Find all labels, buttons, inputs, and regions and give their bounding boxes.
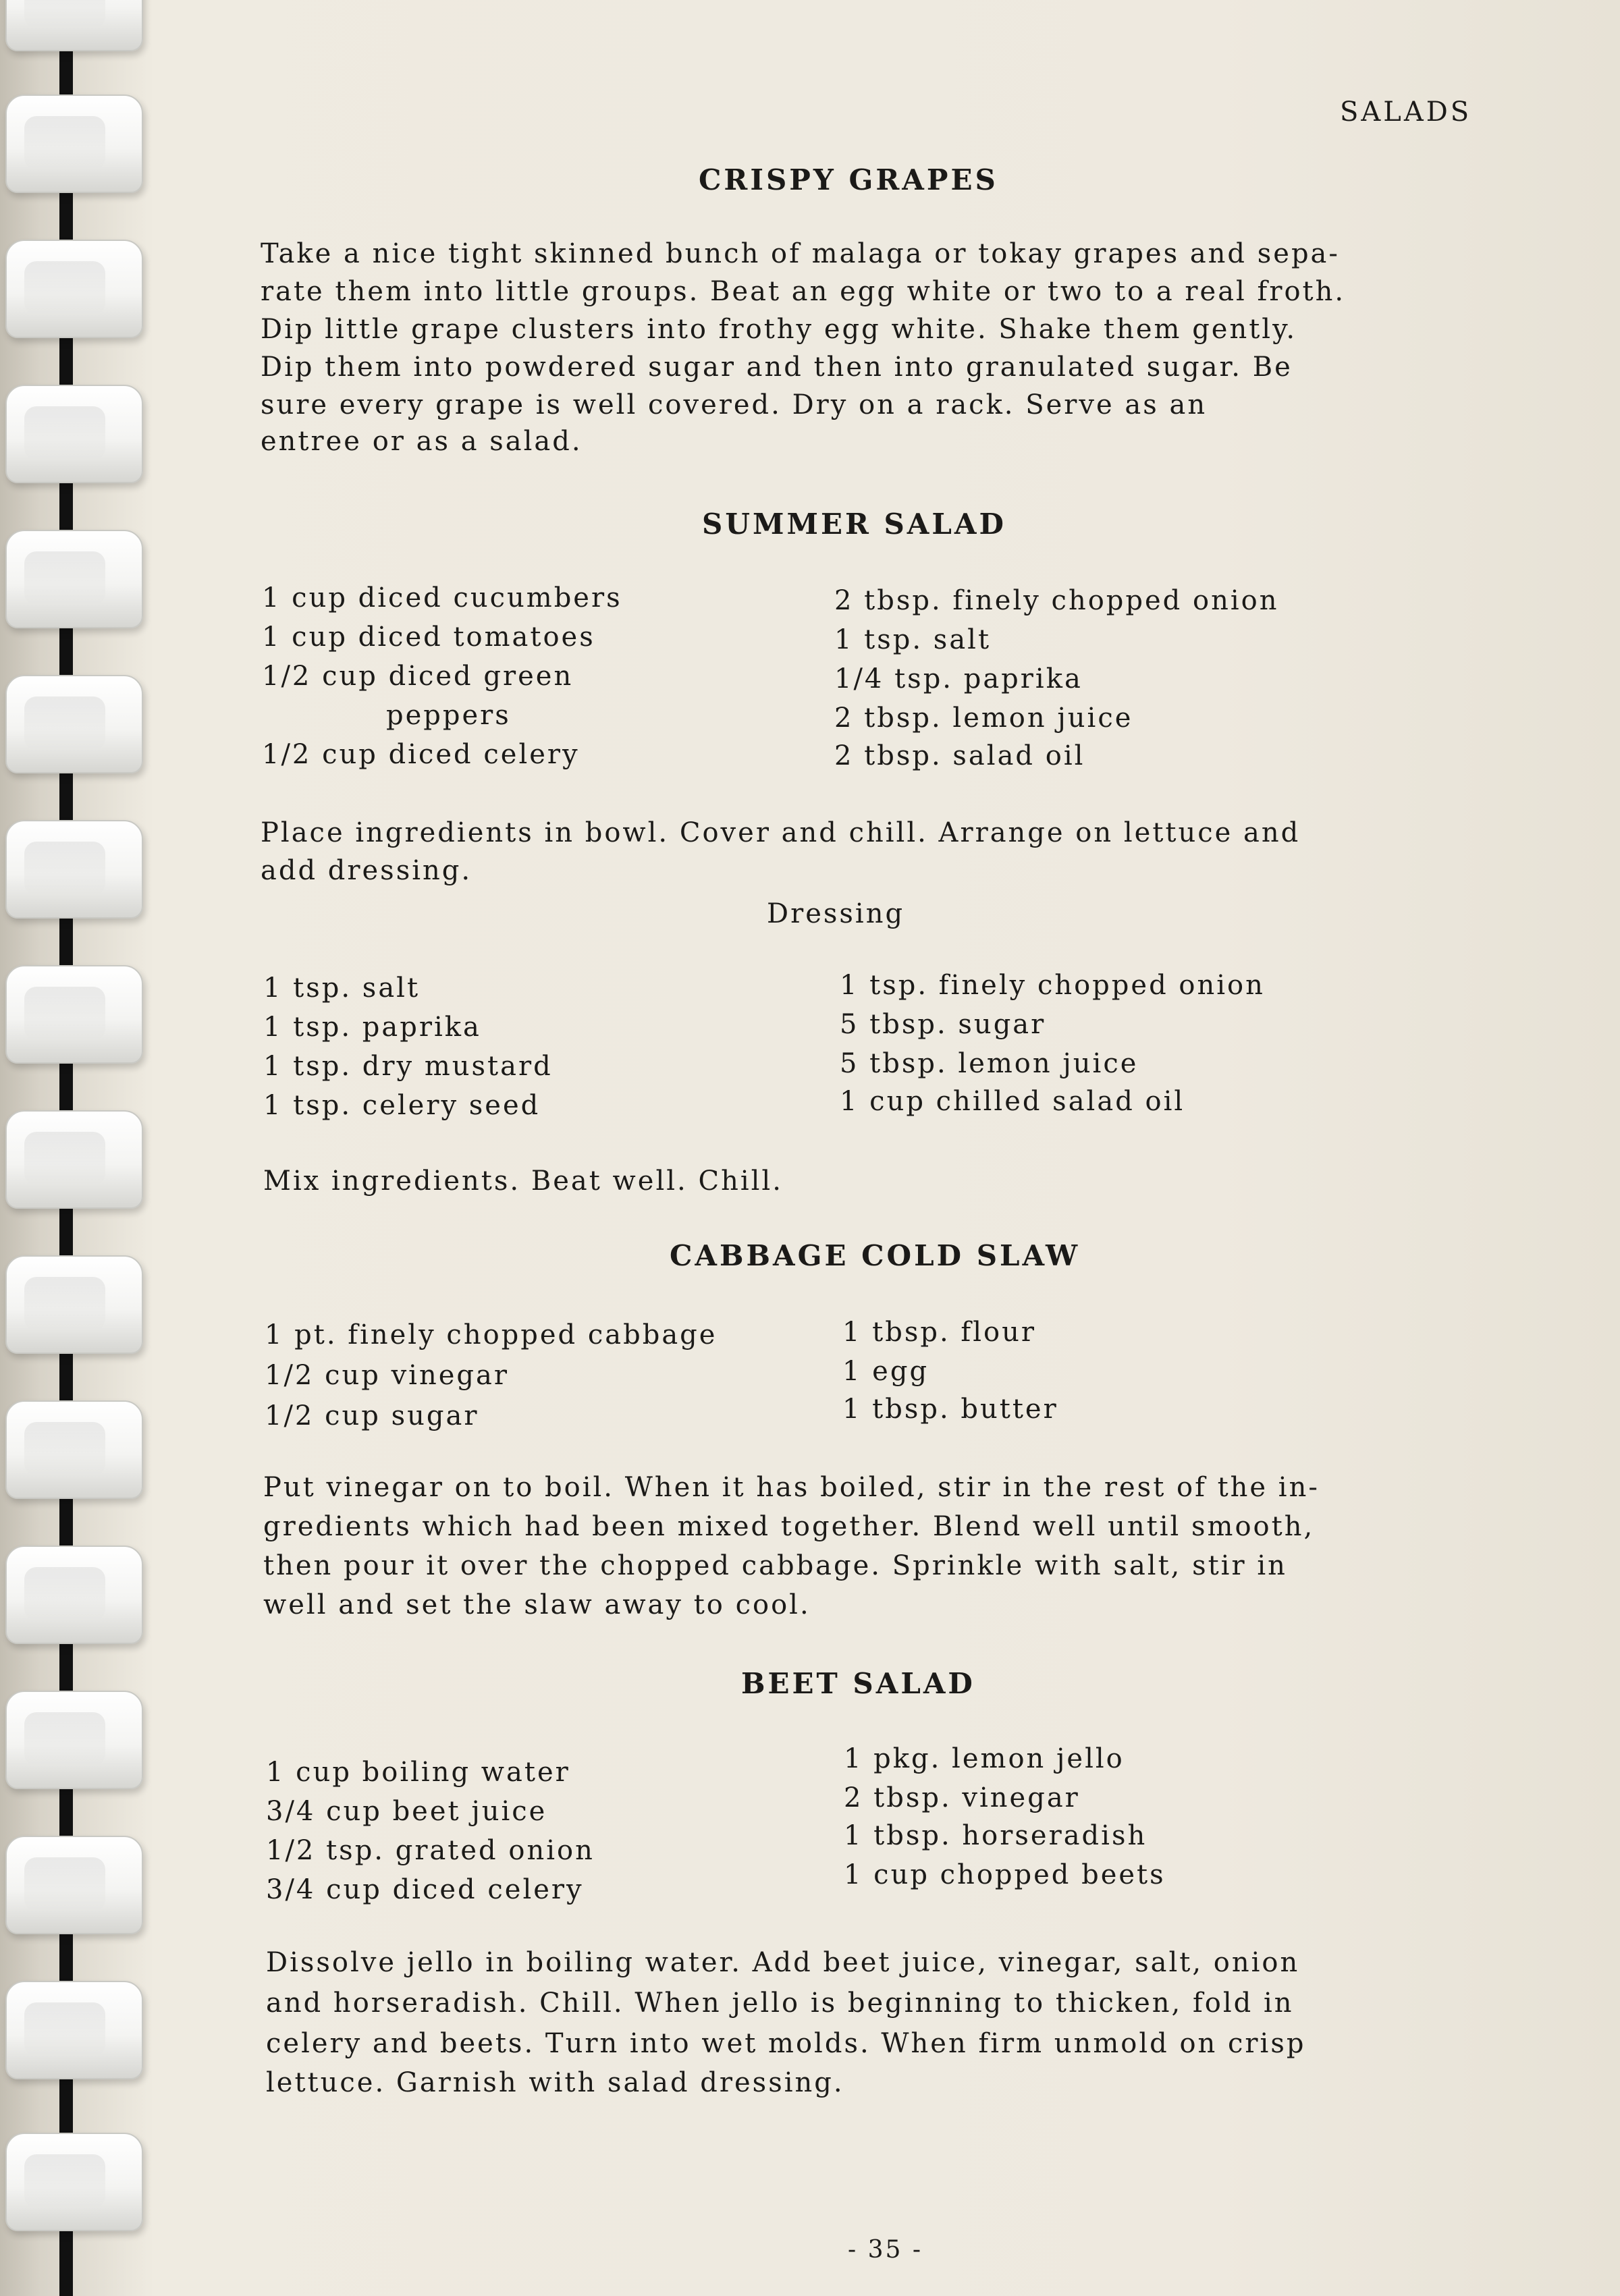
ingredient-right: 2 tbsp. salad oil	[834, 740, 1085, 771]
ingredient-left: 3/4 cup diced celery	[266, 1874, 584, 1905]
cabbage-instructions: gredients which had been mixed together. Blend well until smooth,	[263, 1511, 1315, 1542]
ingredient-right: 1 tbsp. horseradish	[844, 1820, 1148, 1851]
ingredient-left: 3/4 cup beet juice	[266, 1796, 547, 1827]
spiral-coil	[5, 1110, 143, 1209]
ingredient-right: 1/4 tsp. paprika	[834, 663, 1083, 694]
dressing-ingredient-right: 5 tbsp. lemon juice	[840, 1048, 1139, 1079]
ingredient-right: 1 egg	[842, 1356, 929, 1387]
ingredient-right: 2 tbsp. finely chopped onion	[834, 585, 1279, 616]
crispy-grapes-line: rate them into little groups. Beat an egg white or two to a real froth.	[261, 276, 1346, 307]
beet-instructions: Dissolve jello in boiling water. Add beet juice, vinegar, salt, onion	[266, 1947, 1300, 1978]
summer-salad-instructions: Place ingredients in bowl. Cover and chill. Arrange on lettuce and	[261, 817, 1301, 848]
recipe-title-beet-salad: BEET SALAD	[741, 1667, 975, 1700]
spiral-coil	[5, 385, 143, 483]
spiral-coil	[5, 94, 143, 193]
recipe-title-crispy-grapes: CRISPY GRAPES	[699, 163, 998, 196]
spiral-coil	[5, 1836, 143, 1934]
spiral-coil	[5, 1546, 143, 1644]
recipe-title-summer-salad: SUMMER SALAD	[702, 508, 1006, 541]
spiral-coil	[5, 820, 143, 919]
spiral-coil	[5, 1400, 143, 1499]
dressing-ingredient-right: 1 cup chilled salad oil	[840, 1086, 1185, 1117]
ingredient-right: 2 tbsp. lemon juice	[834, 703, 1133, 734]
ingredient-right: 1 tbsp. flour	[842, 1317, 1036, 1348]
crispy-grapes-line: Dip them into powdered sugar and then into granulated sugar. Be	[261, 352, 1293, 383]
cabbage-instructions: well and set the slaw away to cool.	[263, 1589, 811, 1620]
ingredient-left: 1 cup boiling water	[266, 1757, 570, 1788]
ingredient-right: 1 tbsp. butter	[842, 1394, 1058, 1425]
dressing-ingredient-left: 1 tsp. celery seed	[263, 1090, 541, 1121]
ingredient-left: 1 cup diced cucumbers	[262, 582, 622, 613]
ingredient-right: 2 tbsp. vinegar	[844, 1782, 1080, 1813]
recipe-title-cabbage-cold-slaw: CABBAGE COLD SLAW	[670, 1239, 1081, 1272]
crispy-grapes-line: sure every grape is well covered. Dry on a rack. Serve as an	[261, 389, 1208, 420]
ingredient-left: 1 pt. finely chopped cabbage	[265, 1319, 718, 1350]
section-header: SALADS	[1340, 97, 1472, 128]
ingredient-left: 1/2 cup vinegar	[265, 1360, 509, 1391]
dressing-ingredient-right: 5 tbsp. sugar	[840, 1009, 1046, 1040]
beet-instructions: lettuce. Garnish with salad dressing.	[266, 2067, 844, 2098]
spiral-coil	[5, 965, 143, 1064]
ingredient-right: 1 cup chopped beets	[844, 1859, 1166, 1890]
cabbage-instructions: then pour it over the chopped cabbage. Sprinkle with salt, stir in	[263, 1550, 1287, 1581]
crispy-grapes-line: Take a nice tight skinned bunch of malaga or tokay grapes and sepa-	[261, 238, 1340, 269]
ingredient-right: 1 tsp. salt	[834, 624, 992, 655]
ingredient-left: 1/2 cup sugar	[265, 1400, 479, 1431]
summer-salad-instructions: add dressing.	[261, 855, 473, 886]
ingredient-left: 1/2 tsp. grated onion	[266, 1835, 595, 1866]
spiral-coil	[5, 1255, 143, 1354]
beet-instructions: celery and beets. Turn into wet molds. When firm unmold on crisp	[266, 2028, 1306, 2059]
cabbage-instructions: Put vinegar on to boil. When it has boiled, stir in the rest of the in-	[263, 1472, 1320, 1503]
ingredient-right: 1 pkg. lemon jello	[844, 1743, 1125, 1774]
ingredient-left: 1/2 cup diced green	[262, 661, 574, 692]
crispy-grapes-line: entree or as a salad.	[261, 426, 583, 457]
beet-instructions: and horseradish. Chill. When jello is beginning to thicken, fold in	[266, 1988, 1294, 2019]
spiral-coil	[5, 1981, 143, 2079]
ingredient-left: 1 cup diced tomatoes	[262, 622, 595, 653]
dressing-subtitle: Dressing	[767, 898, 905, 929]
ingredient-left: peppers	[386, 700, 511, 731]
dressing-ingredient-right: 1 tsp. finely chopped onion	[840, 970, 1265, 1001]
spiral-coil	[5, 1691, 143, 1789]
spiral-coil	[5, 530, 143, 628]
spiral-coil	[5, 0, 143, 51]
page-number: - 35 -	[848, 2236, 923, 2264]
spiral-coil	[5, 2133, 143, 2231]
spiral-coil	[5, 675, 143, 773]
crispy-grapes-line: Dip little grape clusters into frothy egg white. Shake them gently.	[261, 314, 1297, 345]
dressing-ingredient-left: 1 tsp. salt	[263, 973, 421, 1004]
spiral-coil	[5, 240, 143, 338]
ingredient-left: 1/2 cup diced celery	[262, 739, 580, 770]
dressing-ingredient-left: 1 tsp. paprika	[263, 1012, 481, 1043]
dressing-ingredient-left: 1 tsp. dry mustard	[263, 1051, 553, 1082]
dressing-instructions: Mix ingredients. Beat well. Chill.	[263, 1166, 783, 1197]
